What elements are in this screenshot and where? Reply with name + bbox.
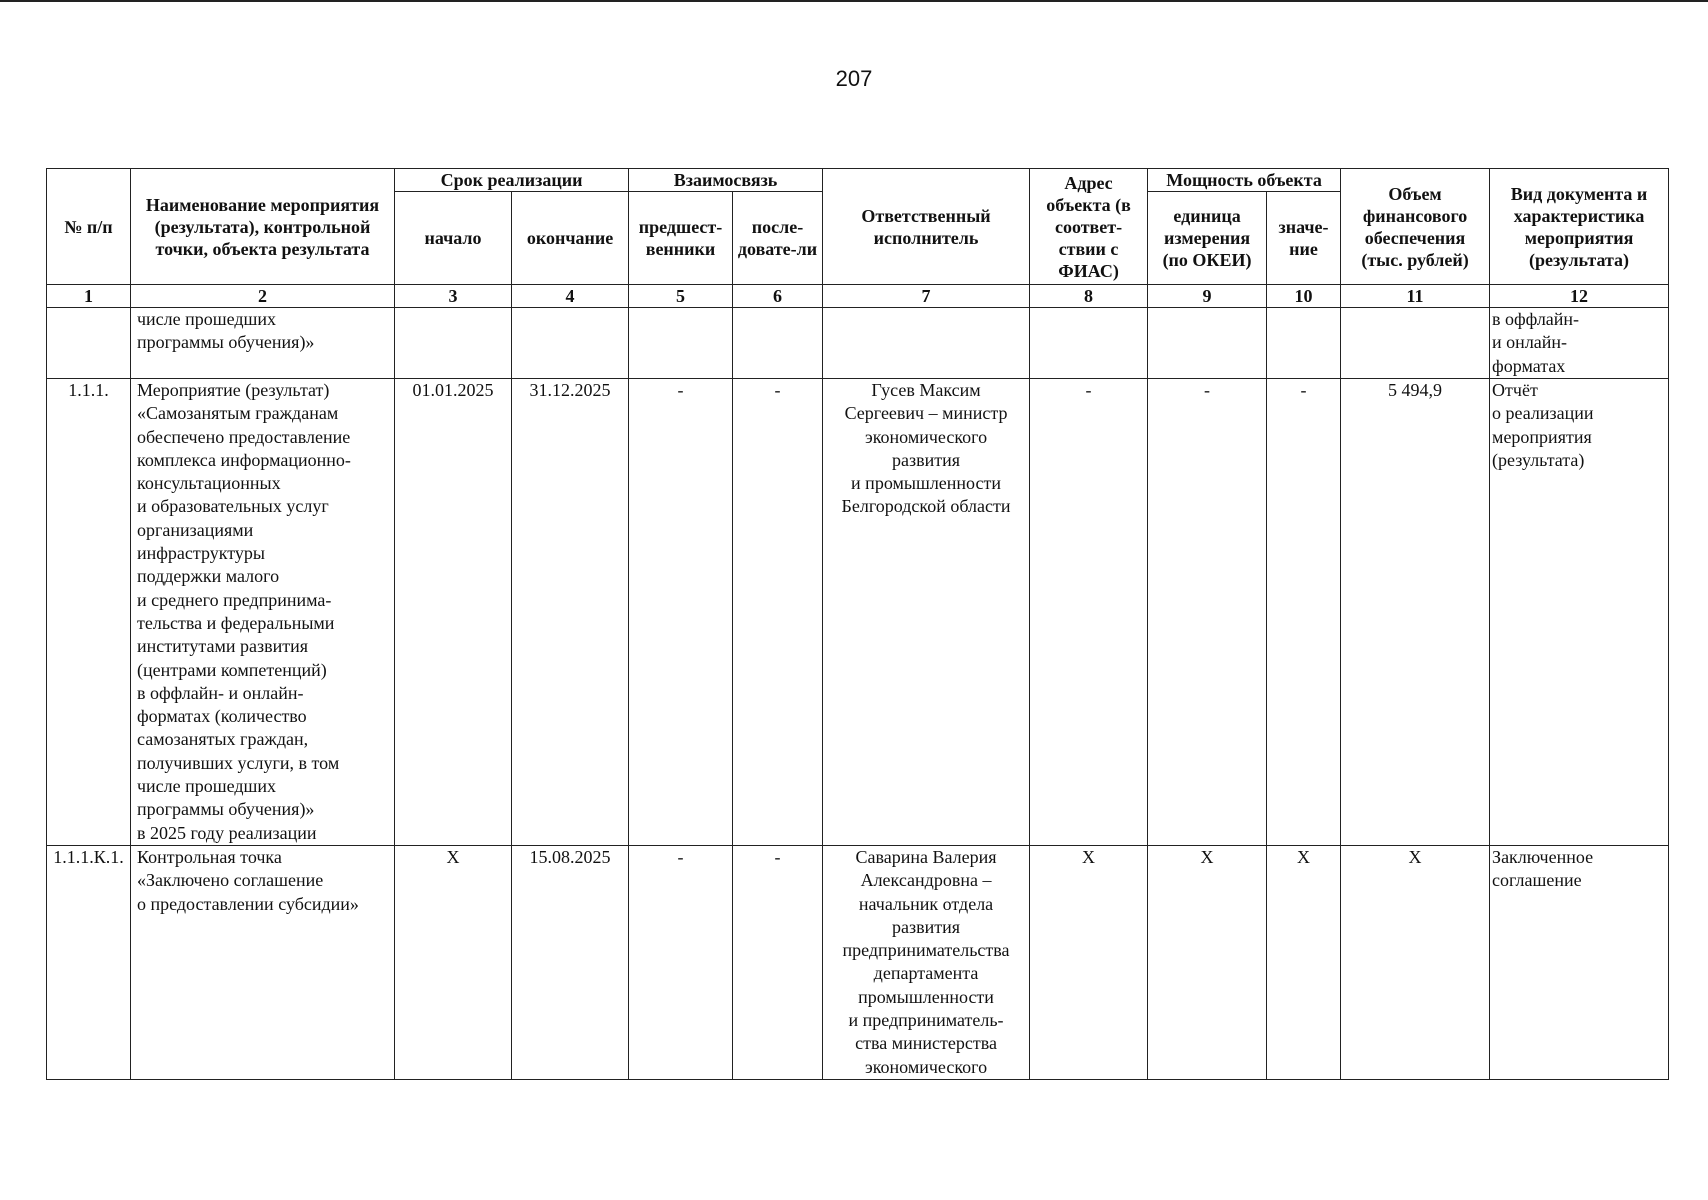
column-number: 5 [629, 285, 733, 308]
cell-end: 15.08.2025 [512, 845, 629, 1079]
cell-end [512, 308, 629, 379]
page-number: 207 [835, 66, 873, 91]
header-adres: Адрес объекта (в соответ-ствии с ФИАС) [1030, 169, 1148, 285]
header-vzaim-pred: предшест-венники [629, 192, 733, 285]
column-number: 8 [1030, 285, 1148, 308]
cell-value: X [1267, 845, 1341, 1079]
header-srok-start: начало [395, 192, 512, 285]
cell-obem: X [1341, 845, 1490, 1079]
cell-value [1267, 308, 1341, 379]
header-otv: Ответственный исполнитель [823, 169, 1030, 285]
column-number: 4 [512, 285, 629, 308]
cell-name: Мероприятие (результат) «Самозанятым гражданам обеспечено предоставление комплекса информационно- консультационных и образовательных услуг организациями инфраструктуры поддержки малого и среднего предпринима- тельства и федеральными институтами развития (центрами компетенций) в оффлайн- и онлайн- форматах (количество самозанятых граждан, получивших услуги, в том числе прошедших программы обучения)» в 2025 году реализации [131, 379, 395, 846]
column-number: 3 [395, 285, 512, 308]
table-row-continuation [47, 308, 1669, 379]
column-number: 2 [131, 285, 395, 308]
header-vzaim-posl: после-довате-ли [733, 192, 823, 285]
cell-value: - [1267, 379, 1341, 846]
cell-vid: Отчёт о реализации мероприятия (результата) [1490, 379, 1669, 846]
header-num: № п/п [47, 169, 131, 285]
cell-unit [1148, 308, 1267, 379]
column-number: 12 [1490, 285, 1669, 308]
table-row-checkpoint [47, 845, 1669, 1079]
cell-otv: Саварина Валерия Александровна – начальник отдела развития предпринимательства департамента промышленности и предприниматель- ства министерства экономического [823, 845, 1030, 1079]
cell-posl: - [733, 379, 823, 846]
cell-name: числе прошедших программы обучения)» [131, 308, 395, 379]
cell-start: 01.01.2025 [395, 379, 512, 846]
cell-pred: - [629, 379, 733, 846]
column-number-row [47, 285, 1669, 308]
plan-table [46, 168, 1669, 1080]
header-obem: Объем финансового обеспечения (тыс. рублей) [1341, 169, 1490, 285]
cell-vid: Заключенное соглашение [1490, 845, 1669, 1079]
cell-obem: 5 494,9 [1341, 379, 1490, 846]
column-number: 6 [733, 285, 823, 308]
cell-num: 1.1.1. [47, 379, 131, 846]
header-name: Наименование мероприятия (результата), контрольной точки, объекта результата [131, 169, 395, 285]
cell-adres: X [1030, 845, 1148, 1079]
header-srok: Срок реализации [395, 169, 629, 192]
cell-end: 31.12.2025 [512, 379, 629, 846]
cell-otv: Гусев Максим Сергеевич – министр экономического развития и промышленности Белгородской области [823, 379, 1030, 846]
cell-adres: - [1030, 379, 1148, 846]
cell-start [395, 308, 512, 379]
cell-otv [823, 308, 1030, 379]
cell-adres [1030, 308, 1148, 379]
cell-pred [629, 308, 733, 379]
cell-start: X [395, 845, 512, 1079]
header-srok-end: окончание [512, 192, 629, 285]
column-number: 1 [47, 285, 131, 308]
cell-num: 1.1.1.К.1. [47, 845, 131, 1079]
table-row-measure [47, 379, 1669, 846]
top-scan-edge [0, 0, 1708, 2]
header-moshch-value: значе-ние [1267, 192, 1341, 285]
cell-posl: - [733, 845, 823, 1079]
cell-pred: - [629, 845, 733, 1079]
cell-obem [1341, 308, 1490, 379]
cell-name: Контрольная точка «Заключено соглашение о предоставлении субсидии» [131, 845, 395, 1079]
header-vid: Вид документа и характеристика мероприятия (результата) [1490, 169, 1669, 285]
cell-num [47, 308, 131, 379]
cell-unit: - [1148, 379, 1267, 846]
cell-posl [733, 308, 823, 379]
column-number: 11 [1341, 285, 1490, 308]
header-row-top [47, 169, 1669, 192]
column-number: 7 [823, 285, 1030, 308]
column-number: 10 [1267, 285, 1341, 308]
cell-vid: в оффлайн- и онлайн- форматах [1490, 308, 1669, 379]
header-moshch: Мощность объекта [1148, 169, 1341, 192]
header-moshch-unit: единица измерения (по ОКЕИ) [1148, 192, 1267, 285]
column-number: 9 [1148, 285, 1267, 308]
header-vzaim: Взаимосвязь [629, 169, 823, 192]
cell-unit: X [1148, 845, 1267, 1079]
